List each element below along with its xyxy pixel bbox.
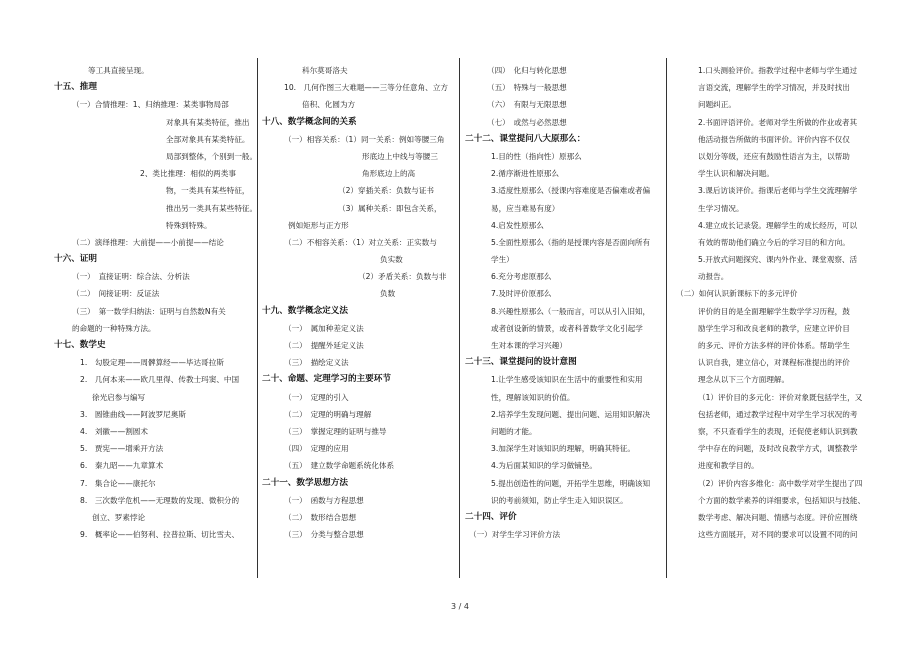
section-heading: 二十一、数学思想方法 <box>262 477 348 488</box>
text-line: 2.循序渐进性原那么 <box>491 169 559 179</box>
text-line: 进度和教学目的。 <box>698 461 759 471</box>
text-line: 5.全面性原那么（指的是授课内容是否面向所有 <box>491 237 651 247</box>
section-heading: 十七、数学史 <box>54 340 106 350</box>
text-line: 5.提出创造性的问题，开拓学生思维，明确该知 <box>491 478 651 488</box>
section-heading: 十八、数学概念间的关系 <box>262 116 357 127</box>
text-line: 的命题的一种特殊方法。 <box>72 323 156 333</box>
column-2 <box>262 62 454 543</box>
text-line: 5. 贾宪——增乘开方法 <box>80 444 164 454</box>
text-line: 对象具有某类特征，推出 <box>166 117 250 127</box>
text-line: （2）穿插关系：负数与证书 <box>338 186 434 196</box>
section-heading: 二十、命题、定理学习的主要环节 <box>262 374 391 385</box>
text-line: （三） 描绘定义法 <box>284 358 349 368</box>
text-line: 励学生学习和改良老师的教学，应建立评价目 <box>698 323 850 333</box>
text-line: （二）演绎推理：大前提——小前提——结论 <box>72 237 224 247</box>
text-line: 1.口头测验评价。指教学过程中老师与学生通过 <box>698 66 858 75</box>
text-line: （二）不相容关系：（1）对立关系：正实数与 <box>284 237 437 247</box>
text-line: 1. 勾股定理——周髀算经——毕达哥拉斯 <box>80 358 224 368</box>
text-line: 6.充分考虑原那么 <box>491 272 552 282</box>
text-line: 察，不只查看学生的表现，还促使老师认识到教 <box>698 426 858 436</box>
column-3 <box>465 62 665 543</box>
text-line: 识的考前须知，防止学生走入知识误区。 <box>491 495 628 505</box>
text-line: 评价的目的是全面理解学生数学学习历程，鼓 <box>698 306 850 316</box>
text-line: （一） 直接证明：综合法、分析法 <box>72 272 190 282</box>
text-line: 他活动报告所做的书面评价。评价内容不仅仅 <box>698 134 850 144</box>
text-line: （三） 第一数学归纳法：证明与自然数N有关 <box>72 306 226 316</box>
text-line: （五） 建立数学命题系统化体系 <box>284 461 395 471</box>
text-line: 3.适度性原那么（授课内容难度是否偏难或者偏 <box>491 186 651 196</box>
text-line: （三） 分类与整合思想 <box>284 530 364 540</box>
section-heading: 二十三、课堂提问的设计意图 <box>465 357 577 368</box>
text-line: （一） 函数与方程思想 <box>284 495 364 505</box>
text-line: （一） 属加种差定义法 <box>284 323 364 333</box>
section-heading: 十六、证明 <box>54 254 97 265</box>
text-line: 创立、罗素悖论 <box>92 512 146 522</box>
text-line: 生对本课的学习兴趣） <box>491 341 567 350</box>
text-line: （六） 有限与无限思想 <box>487 100 567 110</box>
text-line: 生学习情况。 <box>698 203 744 213</box>
text-line: （一）合情推理：1、归纳推理：某类事物局部 <box>72 100 229 110</box>
text-line: （三） 掌握定理的证明与推导 <box>284 426 387 436</box>
text-line: 易，应当难易有度） <box>491 203 560 213</box>
text-line: 学生） <box>491 255 514 265</box>
text-line: 1.目的性（指向性）原那么 <box>491 151 582 161</box>
text-line: （二）如何认识新课标下的多元评价 <box>676 289 798 299</box>
column-divider-2 <box>459 58 460 578</box>
text-line: 徐光启参与编写 <box>92 392 146 402</box>
column-divider-1 <box>257 58 258 578</box>
text-line: 问题的才能。 <box>491 426 537 436</box>
text-line: 负实数 <box>380 255 403 265</box>
text-line: （二） 定理的明确与理解 <box>284 409 372 419</box>
text-line: 4.建立成长记录袋。理解学生的成长经历，可以 <box>698 220 858 230</box>
text-line: （二） 提醒外延定义法 <box>284 341 364 350</box>
text-line: 问题纠正。 <box>698 100 736 110</box>
text-line: 1.让学生感受该知识在生活中的重要性和实用 <box>491 375 643 385</box>
text-line: （2）评价内容多维化：高中数学对学生提出了四 <box>698 478 863 488</box>
text-line: （一）对学生学习评价方法 <box>469 530 561 540</box>
text-line: 学生认识和解决问题。 <box>698 169 774 179</box>
text-line: 负数 <box>380 289 396 299</box>
text-line: 2.培养学生发现问题、提出问题、运用知识解决 <box>491 409 651 419</box>
text-line: 3.课后访谈评价。指课后老师与学生交流理解学 <box>698 186 858 196</box>
text-line: 的多元、评价方法多样的评价体系。帮助学生 <box>698 341 850 350</box>
text-line: 角形底边上的高 <box>362 169 416 179</box>
column-1 <box>54 62 258 543</box>
text-line: 2. 几何本来——欧几里得、传教士玛窦、中国 <box>80 375 240 385</box>
text-line: 4.启发性原那么 <box>491 220 544 230</box>
text-line: 4. 刘徽——割圆术 <box>80 426 148 436</box>
text-line: 8. 三次数学危机——无理数的发现、微积分的 <box>80 495 240 505</box>
text-line: （一）相容关系：（1）同一关系：例如等腰三角 <box>284 134 445 144</box>
text-line: 等工具直接呈现。 <box>88 66 149 75</box>
text-line: 10. 几何作图三大难题——三等分任意角、立方 <box>284 83 448 93</box>
text-line: 或者创设新的情景，或者科普数学文化引起学 <box>491 323 643 333</box>
text-line: 这些方面展开，对不同的要求可以设置不同的问 <box>698 530 858 540</box>
section-heading: 十五、推理 <box>54 82 97 93</box>
text-line: （3）属种关系：即包含关系， <box>338 203 442 213</box>
text-line: 2.书面评语评价。老师对学生所做的作业或者其 <box>698 117 858 127</box>
section-heading: 二十二、课堂提问八大原那么： <box>465 133 586 144</box>
text-line: （五） 特殊与一般思想 <box>487 83 567 93</box>
text-line: 7. 集合论——康托尔 <box>80 478 156 488</box>
text-line: 包括老师，通过教学过程中对学生学习状况的考 <box>698 409 858 419</box>
text-line: 3.加深学生对该知识的理解，明确其特征。 <box>491 444 635 454</box>
column-divider-3 <box>666 58 667 578</box>
text-line: （1）评价目的多元化：评价对象既包括学生，又 <box>698 392 863 402</box>
text-line: （四） 定理的应用 <box>284 444 349 454</box>
text-line: 认识自我，建立信心，对课程标准提出的评价 <box>698 358 850 368</box>
text-line: （2）矛盾关系：负数与非 <box>358 272 447 282</box>
page-number: 3 / 4 <box>451 602 469 611</box>
section-heading: 十九、数学概念定义法 <box>262 305 348 316</box>
text-line: （四） 化归与转化思想 <box>487 66 567 75</box>
text-line: 8.兴趣性原那么（一般而言，可以从引入旧知， <box>491 306 651 316</box>
text-line: 7.及时评价原那么 <box>491 289 552 299</box>
text-line: 学中存在的问题，及时改良教学方式，调整教学 <box>698 444 858 454</box>
text-line: 全部对象具有某类特征。 <box>166 134 250 144</box>
text-line: 物，一类具有某些特征， <box>166 186 250 196</box>
text-line: 推出另一类具有某些特征。 <box>166 203 258 213</box>
text-line: 局部到整体，个别到一般。 <box>166 151 258 161</box>
text-line: 2、类比推理：相似的两类事 <box>140 169 236 179</box>
section-heading: 二十四、评价 <box>465 511 517 522</box>
text-line: 个方面的数学素养的详细要求，包括知识与技能、 <box>698 495 866 505</box>
text-line: 6. 秦九昭——九章算术 <box>80 461 164 471</box>
column-4 <box>672 62 872 543</box>
text-line: 9. 概率论——伯努利、拉普拉斯、切比雪夫、 <box>80 530 240 540</box>
text-line: （二） 数形结合思想 <box>284 512 357 522</box>
text-line: 4.为后面某知识的学习做铺垫。 <box>491 461 597 471</box>
text-line: （一） 定理的引入 <box>284 392 349 402</box>
text-line: 数学考虑、解决问题、情感与态度。评价应围绕 <box>698 512 858 522</box>
text-line: 科尔莫哥洛夫 <box>302 66 348 75</box>
text-line: 以划分等级，还应有鼓励性语言为主，以帮助 <box>698 151 850 161</box>
text-line: 特殊到特殊。 <box>166 220 212 230</box>
text-line: 例如矩形与正方形 <box>288 220 349 230</box>
text-line: 言语交流，理解学生的学习情况，并及时找出 <box>698 83 850 93</box>
text-line: 性，理解该知识的价值。 <box>491 392 575 402</box>
text-line: 形底边上中线与等腰三 <box>362 151 438 161</box>
text-line: 3. 圆锥曲线——阿波罗尼奥斯 <box>80 409 186 419</box>
text-line: 理念从以下三个方面理解。 <box>698 375 790 385</box>
text-line: 5.开放式问题探究、课内外作业、课堂观察、活 <box>698 255 858 265</box>
text-line: 有效的帮助他们确立今后的学习目的和方向。 <box>698 237 850 247</box>
text-line: （七） 或然与必然思想 <box>487 117 567 127</box>
text-line: 倍积、化圆为方 <box>302 100 356 110</box>
text-line: （二） 间接证明：反证法 <box>72 289 160 299</box>
text-line: 动报告。 <box>698 272 729 282</box>
